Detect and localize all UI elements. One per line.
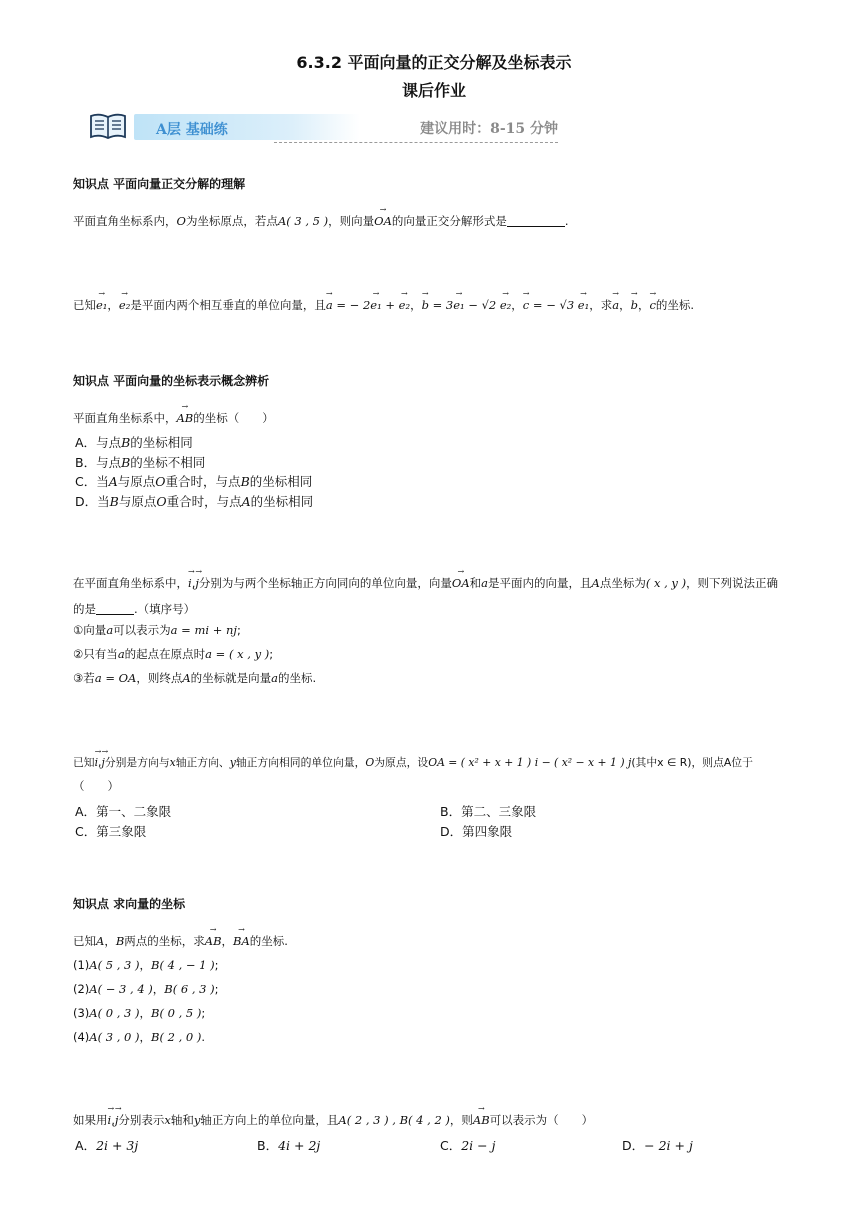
suggested-time: 建议用时：8-15 分钟 [420, 121, 558, 137]
q4-statement-1 [73, 622, 241, 638]
option-math: 4i + 2j [278, 1138, 321, 1153]
q4-text: ①向量 [73, 623, 107, 637]
option-math: 2i + 3j [96, 1138, 139, 1153]
q2-vec: → c [649, 298, 655, 312]
q6-var: A [96, 934, 105, 948]
q2-vec: → e₁ [370, 298, 381, 312]
q1-point-A: A [277, 214, 287, 228]
option-text: 重合时，与点 [165, 474, 241, 489]
q6-item-1: (1)A( 5 , 3 )，B( 4 , − 1 ); [73, 958, 219, 972]
q3-text: 的坐标（ ） [193, 411, 274, 425]
q4-line2 [73, 601, 195, 617]
q4-text: 的坐标. [278, 671, 317, 685]
q4-text: 点坐标为 [599, 576, 646, 590]
option-math: 2i − j [461, 1138, 496, 1153]
q7-text: 轴和 [170, 1113, 194, 1127]
q2-text: 的坐标. [655, 298, 695, 312]
q7-option-a[interactable] [75, 1136, 138, 1154]
q4-math: a = ( x , y ) [205, 647, 270, 661]
item-number: (1) [73, 958, 90, 972]
q4-var: a [117, 647, 125, 661]
q2-text: ， [410, 298, 422, 312]
question-1 [73, 213, 569, 229]
q3-text: 平面直角坐标系中， [73, 411, 177, 425]
option-text: 当 [97, 494, 110, 509]
q7-var: y [193, 1113, 201, 1127]
q3-option-b[interactable] [75, 453, 205, 471]
item-number: (2) [73, 982, 90, 996]
q4-text: 的坐标就是向量 [190, 671, 272, 685]
option-letter: D． [622, 1138, 645, 1153]
option-var: O [156, 494, 167, 509]
q4-statement-2 [73, 646, 273, 662]
q1-text: 为坐标原点，若点 [185, 214, 278, 228]
q4-text: ，则终点 [136, 671, 183, 685]
q2-math: = − 2 [332, 298, 371, 312]
q1-coord-A: ( 3 , 5 ) [286, 214, 329, 228]
q6-text: 已知 [73, 934, 96, 948]
q5-text: (其中x ∈ R) [631, 756, 692, 769]
q2-vec: → e₂ [500, 298, 511, 312]
option-letter: A． [75, 435, 97, 450]
question-4 [73, 575, 778, 591]
q3-option-c[interactable] [75, 472, 312, 490]
answer-blank[interactable] [96, 602, 134, 615]
section-title-1: 知识点 平面向量正交分解的理解 [73, 177, 246, 191]
option-var: B [240, 474, 250, 489]
item-point-b: B( 6 , 3 ) [164, 982, 215, 996]
q6-item-4: (4)A( 3 , 0 )，B( 2 , 0 ). [73, 1030, 205, 1044]
q7-text: 可以表示为（ ） [489, 1113, 594, 1127]
q4-var: a [271, 671, 279, 685]
section-title-2: 知识点 平面向量的坐标表示概念辨析 [73, 374, 270, 388]
q1-text: . [564, 214, 569, 228]
q4-text: , [191, 576, 196, 590]
q4-text: 的是 [73, 602, 96, 616]
q7-text: 如果用 [73, 1113, 108, 1127]
q7-vec: → j [115, 1113, 119, 1127]
q4-var: a [481, 576, 489, 590]
q5-text: ，则点A位于 [691, 756, 753, 769]
q4-text: 在平面直角坐标系中， [73, 576, 188, 590]
answer-blank[interactable] [507, 214, 565, 227]
q6-item-3: (3)A( 0 , 3 )，B( 0 , 5 ); [73, 1006, 206, 1020]
question-7 [73, 1112, 593, 1128]
q2-vec: → c [523, 298, 529, 312]
q2-math: + [381, 298, 399, 312]
q4-text: ②只有当 [73, 647, 118, 661]
q2-text: ，求 [589, 298, 613, 312]
option-var: B [121, 435, 131, 450]
option-text: 与原点 [117, 474, 156, 489]
q5-option-b[interactable] [440, 802, 536, 820]
q4-vec: → j [195, 576, 199, 590]
q5-text: , [98, 756, 102, 769]
q6-vector-BA: → BA [233, 934, 250, 948]
q7-option-c[interactable] [440, 1136, 495, 1154]
option-letter: B． [75, 455, 97, 470]
item-point-b: B( 4 , − 1 ) [151, 958, 215, 972]
q5-vec: → j [101, 756, 104, 769]
q5-text: 为原点，设 [374, 756, 429, 769]
option-letter: B． [440, 804, 462, 819]
q5-var: y [229, 756, 236, 769]
level-banner [88, 108, 558, 144]
option-text: 与点 [96, 435, 122, 450]
q3-option-d[interactable] [75, 492, 313, 510]
q4-text: 和 [469, 576, 482, 590]
q4-math: ( x , y ) [645, 576, 687, 590]
q4-text: ; [236, 623, 241, 637]
q1-text: 的向量正交分解形式是 [391, 214, 507, 228]
q2-text: ， [637, 298, 650, 312]
q5-text: 分别是方向与 [104, 756, 170, 769]
q4-var: A [591, 576, 600, 590]
section-title-3: 知识点 求向量的坐标 [73, 897, 186, 911]
option-text: 的坐标相同 [130, 435, 193, 450]
option-var: O [155, 474, 166, 489]
option-text: 与点 [96, 455, 122, 470]
q2-vec: → b [422, 298, 429, 312]
item-end: ; [214, 958, 219, 972]
item-point-b: B( 2 , 0 ) [151, 1030, 202, 1044]
q7-text: 轴正方向上的单位向量，且 [200, 1113, 339, 1127]
option-letter: A． [75, 1138, 97, 1153]
item-end: . [201, 1030, 205, 1044]
option-letter: D． [75, 494, 98, 509]
level-pill [134, 114, 360, 140]
q5-text: 轴正方向相同的单位向量， [235, 756, 366, 769]
q4-var: A [182, 671, 191, 685]
q1-text: ，则向量 [328, 214, 375, 228]
q5-paren: （ ） [73, 779, 119, 793]
option-text: 当 [96, 474, 109, 489]
option-var: B [109, 494, 119, 509]
question-2 [73, 297, 694, 313]
q6-text: ， [104, 934, 116, 948]
q5-vec: → i [95, 756, 98, 769]
option-text: 重合时，与点 [166, 494, 242, 509]
item-point-b: B( 0 , 5 ) [151, 1006, 202, 1020]
item-end: ; [214, 982, 219, 996]
level-label: A层 基础练 [156, 122, 228, 138]
item-number: (4) [73, 1030, 90, 1044]
option-letter: A． [75, 804, 97, 819]
q5-option-a[interactable] [75, 802, 171, 820]
q7-text: ，则 [449, 1113, 473, 1127]
item-point-a: A( − 3 , 4 ) [89, 982, 153, 996]
option-math: − 2i + j [644, 1138, 693, 1153]
q4-math: a = mi + nj [170, 623, 237, 637]
q2-vec: → e₂ [399, 298, 410, 312]
book-icon [88, 110, 128, 142]
q7-vec: → i [108, 1113, 112, 1127]
item-point-a: A( 5 , 3 ) [89, 958, 140, 972]
q4-text: 分别为与两个坐标轴正方向同向的单位向量，向量 [198, 576, 452, 590]
item-point-a: A( 3 , 0 ) [89, 1030, 140, 1044]
option-text: 的坐标相同 [249, 474, 313, 489]
option-letter: C． [75, 824, 97, 839]
option-text: 与原点 [118, 494, 157, 509]
option-text: 第三象限 [96, 824, 147, 839]
q4-math: a = OA [94, 671, 137, 685]
question-6 [73, 933, 288, 949]
q2-vec: → a [612, 298, 619, 312]
q2-vec: → e₁ [578, 298, 589, 312]
q7-option-d[interactable] [622, 1136, 693, 1154]
q2-vec: → e₂ [119, 298, 130, 312]
q6-item-2: (2)A( − 3 , 4 )，B( 6 , 3 ); [73, 982, 219, 996]
q6-text: 的坐标. [249, 934, 288, 948]
q4-statement-3 [73, 670, 316, 686]
q3-option-a[interactable] [75, 433, 193, 451]
q6-vector-AB: → AB [205, 934, 222, 948]
q6-text: 两点的坐标，求 [124, 934, 205, 948]
item-number: (3) [73, 1006, 90, 1020]
option-text: 第二、三象限 [461, 804, 537, 819]
question-3 [73, 410, 274, 426]
q2-vec: → e₁ [96, 298, 107, 312]
q2-text: ， [107, 298, 119, 312]
q1-var-O: O [176, 214, 186, 228]
option-letter: C． [440, 1138, 462, 1153]
option-text: 第四象限 [462, 824, 513, 839]
q7-option-b[interactable] [257, 1136, 320, 1154]
q4-var: a [106, 623, 114, 637]
q5-var: x [169, 756, 176, 769]
q4-text: .（填序号） [134, 602, 196, 616]
q4-text: ，则下列说法正确 [686, 576, 779, 590]
q5-var: O [365, 756, 375, 769]
q5-option-c[interactable] [75, 822, 146, 840]
q7-math: A( 2 , 3 ) , B( 4 , 2 ) [338, 1113, 450, 1127]
page-subtitle: 课后作业 [401, 81, 466, 100]
q5-math: OA = ( x² + x + 1 ) i − ( x² − x + 1 ) j [428, 756, 632, 769]
option-var: A [108, 474, 118, 489]
option-var: B [121, 455, 131, 470]
option-letter: B． [257, 1138, 279, 1153]
option-text: 的坐标不相同 [130, 455, 206, 470]
q2-math: = 3 [428, 298, 454, 312]
q4-text: 的起点在原点时 [124, 647, 206, 661]
option-letter: D． [440, 824, 463, 839]
q5-option-d[interactable] [440, 822, 512, 840]
q2-text: ， [511, 298, 523, 312]
q7-var: x [164, 1113, 171, 1127]
q1-vector-OA: → OA [374, 214, 392, 228]
q2-vec: → e₁ [453, 298, 464, 312]
q6-text: ， [221, 934, 234, 948]
q7-text: 分别表示 [118, 1113, 165, 1127]
q2-math: = − √3 [529, 298, 578, 312]
option-text: 第一、二象限 [96, 804, 172, 819]
option-text: 的坐标相同 [250, 494, 314, 509]
q6-var: B [115, 934, 125, 948]
q4-text: 是平面内的向量，且 [488, 576, 592, 590]
q1-text: 平面直角坐标系内， [73, 214, 177, 228]
item-point-a: A( 0 , 3 ) [89, 1006, 140, 1020]
q4-text: 可以表示为 [113, 623, 171, 637]
q5-text: 已知 [73, 756, 95, 769]
q2-text: 已知 [73, 298, 96, 312]
q3-vector-AB: → AB [177, 411, 194, 425]
question-5 [73, 755, 753, 770]
q7-vector-AB: → AB [473, 1113, 490, 1127]
q4-text: ; [269, 647, 274, 661]
q2-vec: → b [631, 298, 638, 312]
item-end: ; [201, 1006, 206, 1020]
q4-vec: → OA [452, 576, 470, 590]
option-var: A [241, 494, 251, 509]
q5-text: 轴正方向、 [175, 756, 230, 769]
dashed-divider [274, 142, 558, 143]
q2-vec: → a [326, 298, 333, 312]
q4-vec: → i [188, 576, 192, 590]
q7-text: , [111, 1113, 115, 1127]
option-letter: C． [75, 474, 97, 489]
q2-text: 是平面内两个相互垂直的单位向量，且 [130, 298, 326, 312]
q4-text: ③若 [73, 671, 95, 685]
q2-text: ， [619, 298, 631, 312]
q2-math: − √2 [464, 298, 500, 312]
page-title: 6.3.2 平面向量的正交分解及坐标表示 [296, 53, 572, 72]
